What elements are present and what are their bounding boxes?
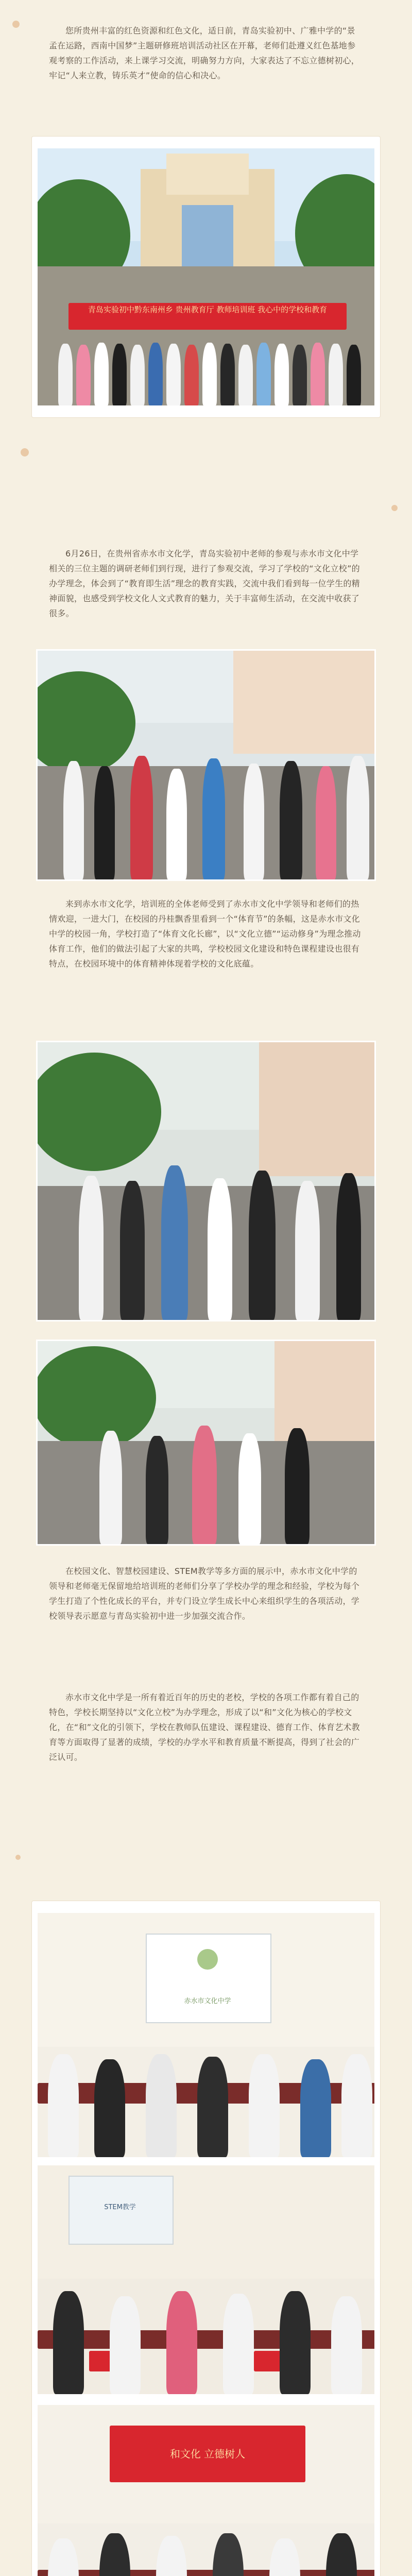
photo-campus-walk — [36, 1340, 376, 1546]
decorative-dot — [21, 448, 29, 456]
screen-text: STEM教学 — [104, 2204, 136, 2211]
decorative-dot — [391, 505, 398, 511]
red-board-text: 和文化 立德树人 — [110, 2426, 305, 2482]
article-paragraph: 赤水市文化中学是一所有着近百年的历史的老校，学校的各项工作都有着自己的特色，学校长期坚持以“文化立校”为办学理念，形成了以“和”文化为核心的学校文化，在“和”文化的引领下，学校在教师队伍建设、课程建设、德育工作、体育艺术教育等方面取得了显著的成绩，学校的办学水平和教育质量不断提高，得到了社会的广泛认可。 — [49, 1692, 360, 1762]
group-photo-school-gate — [36, 147, 376, 407]
photo-meeting-room-sign — [36, 1911, 376, 2159]
intro-paragraph: 您所贵州丰富的红色资源和红色文化，适日前，青岛实验初中、广雅中学的“景孟在运路，西南中国梦”主题研修班培训活动社区在开幕，老师们赴遵义红色基地参观考察的工作活动，来上课学习交流，明确努力方向，大家表达了不忘立德树初心，牢记“人来立教，铸乐英才”使命的信心和决心。 — [49, 26, 360, 80]
school-sign-text: 赤水市文化中学 — [184, 1997, 231, 2005]
decorative-dot — [15, 1855, 21, 1860]
article-paragraph: 6月26日，在贵州省赤水市文化学，青岛实验初中老师的参观与赤水市文化中学相关的三位主题的调研老师们到行现，进行了参观交流，学习了学校的“文化立校”的办学理念，体会到了“教育即生活”理念的教育实践，交流中我们看到每一位学生的精神面貌，也感受到学校文化人文式教育的魅力，关于丰富师生活动，在交流中收获了很多。 — [49, 549, 360, 618]
group-banner: 青岛实验初中黔东南州乡 贵州教育厅 教师培训班 我心中的学校和教育 — [68, 303, 347, 330]
article-paragraph: 在校园文化、智慧校园建设、STEM教学等多方面的展示中，赤水市文化中学的领导和老师毫无保留地给培训班的老师们分享了学校办学的理念和经验，学校为每个学生打造了个性化成长的平台，并专门设立学生成长中心来组织学生的各项活动，学校领导表示愿意与青岛实验初中进一步加强交流合作。 — [49, 1566, 360, 1621]
photo-seminar — [36, 2164, 376, 2396]
article-paragraph: 来到赤水市文化学，培训班的全体老师受到了赤水市文化中学领导和老师们的热情欢迎，一进大门，在校园的丹桂飘香里看到一个“体育节”的条幅，这是赤水市文化中学的校园一角，学校打造了“体育文化长廊”，以“文化立德”“运动修身”为理念推动体育工作，他们的做法引起了大家的共鸣，学校校园文化建设和特色课程建设也很有特点，在校园环境中的体育精神体现着学校的文化底蕴。 — [49, 899, 361, 969]
decorative-dot — [12, 21, 20, 28]
photo-meeting-red-board — [36, 2403, 376, 2576]
photo-campus-tour — [36, 649, 376, 881]
photo-campus-discussion — [36, 1041, 376, 1321]
